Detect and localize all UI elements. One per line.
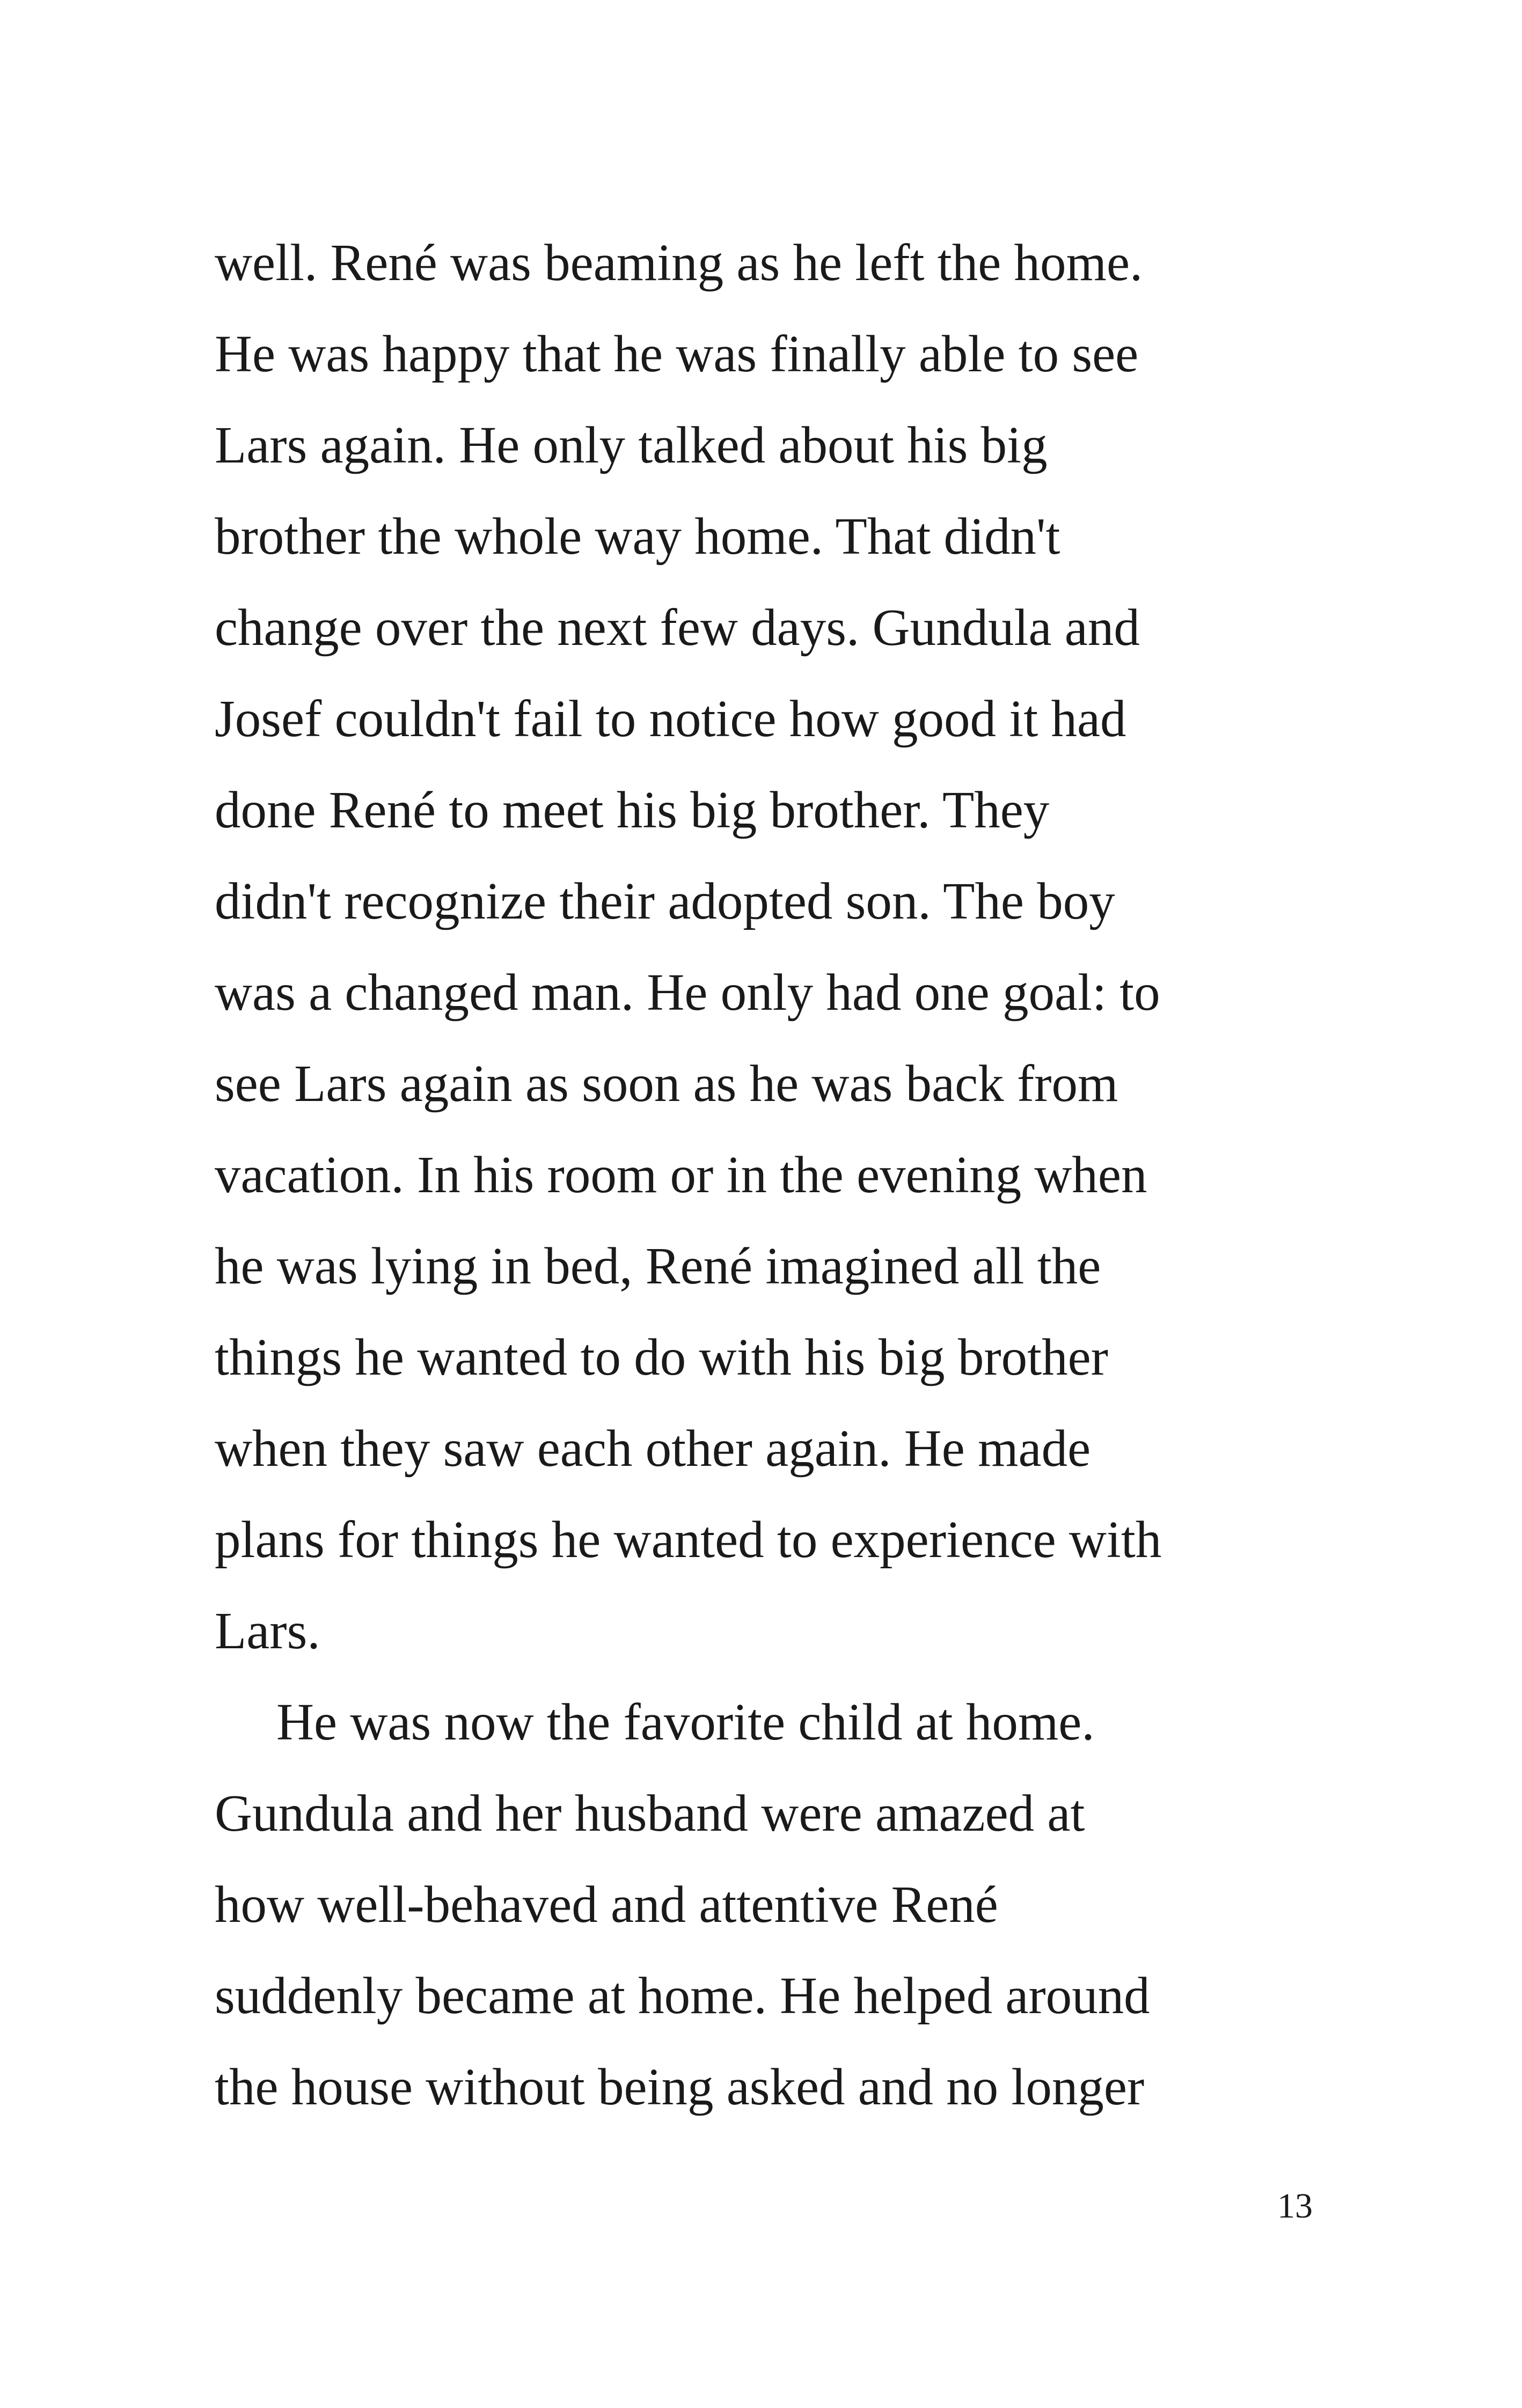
text-line: things he wanted to do with his big brother <box>215 1328 1108 1386</box>
text-line: vacation. In his room or in the evening when <box>215 1146 1147 1203</box>
text-line: Lars. <box>215 1602 320 1660</box>
text-line: well. René was beaming as he left the home. <box>215 234 1143 291</box>
text-line: was a changed man. He only had one goal: to <box>215 964 1160 1021</box>
text-line: when they saw each other again. He made <box>215 1420 1091 1477</box>
paragraph-first-line: He was now the favorite child at home. <box>276 1693 1095 1751</box>
text-line: didn't recognize their adopted son. The boy <box>215 872 1115 930</box>
text-line: brother the whole way home. That didn't <box>215 508 1060 565</box>
text-line: how well-behaved and attentive René <box>215 1876 998 1933</box>
text-line: Josef couldn't fail to notice how good it had <box>215 690 1126 747</box>
text-line: done René to meet his big brother. They <box>215 781 1050 839</box>
text-line: He was happy that he was finally able to see <box>215 325 1139 383</box>
text-line: Lars again. He only talked about his big <box>215 416 1048 474</box>
text-line: see Lars again as soon as he was back from <box>215 1055 1118 1112</box>
text-line: Gundula and her husband were amazed at <box>215 1785 1085 1842</box>
text-line: change over the next few days. Gundula and <box>215 599 1140 656</box>
text-line: he was lying in bed, René imagined all the <box>215 1237 1101 1295</box>
text-line: plans for things he wanted to experience with <box>215 1511 1162 1568</box>
text-line: the house without being asked and no longer <box>215 2058 1145 2116</box>
page-number: 13 <box>1277 2186 1313 2226</box>
text-line: suddenly became at home. He helped around <box>215 1967 1150 2024</box>
